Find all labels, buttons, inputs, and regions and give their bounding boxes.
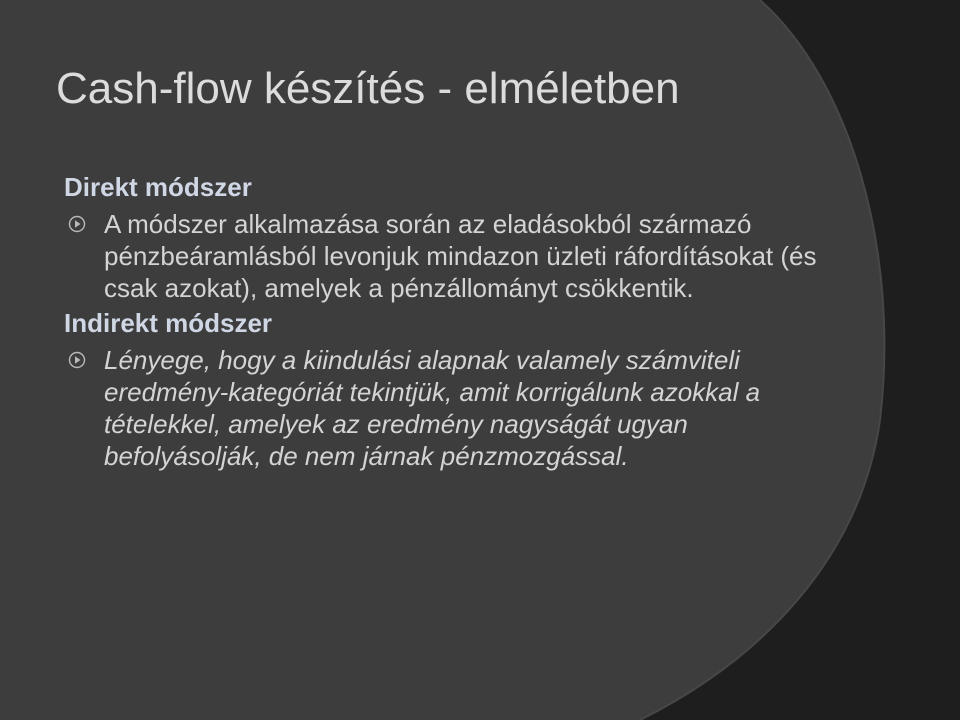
- slide-content: [64, 168, 844, 476]
- circle-play-icon: [68, 215, 86, 233]
- bullet-text-direct: A módszer alkalmazása során az eladásokból származó pénzbeáramlásból levonjuk mindazon üzleti ráfordításokat (és csak azokat), amelyek a pénzállományt csökkentik.: [104, 209, 817, 303]
- slide-title: Cash-flow készítés - elméletben: [56, 64, 680, 113]
- bullet-text-indirect: Lényege, hogy a kiindulási alapnak valamely számviteli eredmény-kategóriát tekintjük, amit korrigálunk azokkal a tételekkel, amelyek az eredmény nagyságát ugyan befolyásolják, de nem járnak pénzmozgással.: [104, 345, 761, 471]
- section-heading-direct: Direkt módszer: [64, 172, 252, 202]
- circle-play-icon: [68, 351, 86, 369]
- bullet-item-indirect: [64, 344, 844, 472]
- bullet-item-direct: [64, 208, 844, 304]
- section-heading-indirect: Indirekt módszer: [64, 308, 273, 338]
